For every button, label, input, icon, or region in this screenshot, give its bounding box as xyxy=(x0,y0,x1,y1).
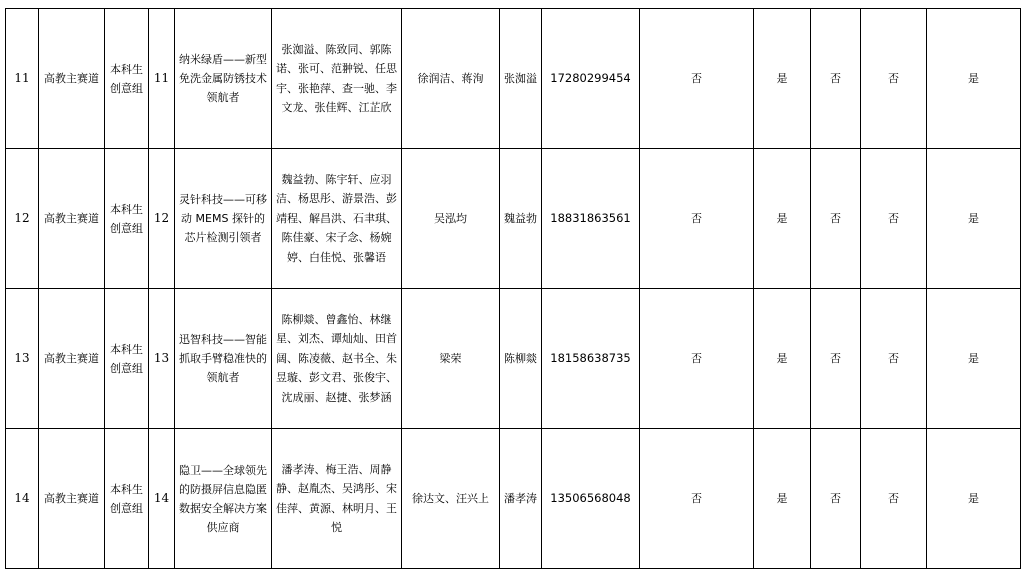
project-name-cell: 纳米绿盾——新型免洗金属防锈技术领航者 xyxy=(175,9,272,149)
table-row xyxy=(6,289,1021,429)
status-cell-5: 是 xyxy=(927,429,1021,569)
status-cell-2: 是 xyxy=(754,429,811,569)
leader-cell: 潘孝涛 xyxy=(500,429,542,569)
group-cell: 本科生创意组 xyxy=(105,9,149,149)
group-cell: 本科生创意组 xyxy=(105,429,149,569)
track-cell: 高教主赛道 xyxy=(39,289,105,429)
project-name-cell: 隐卫——全球领先的防摄屏信息隐匿数据安全解决方案供应商 xyxy=(175,429,272,569)
status-cell-5: 是 xyxy=(927,289,1021,429)
table-row xyxy=(6,9,1021,149)
seq-cell: 13 xyxy=(6,289,39,429)
status-cell-4: 否 xyxy=(861,149,927,289)
project-no-cell: 12 xyxy=(149,149,175,289)
status-cell-3: 否 xyxy=(811,429,861,569)
seq-cell: 14 xyxy=(6,429,39,569)
status-cell-4: 否 xyxy=(861,9,927,149)
group-cell: 本科生创意组 xyxy=(105,149,149,289)
status-cell-4: 否 xyxy=(861,429,927,569)
project-name-cell: 灵针科技——可移动 MEMS 探针的芯片检测引领者 xyxy=(175,149,272,289)
advisors-cell: 徐达文、汪兴上 xyxy=(402,429,500,569)
phone-cell: 18831863561 xyxy=(542,149,640,289)
phone-cell: 17280299454 xyxy=(542,9,640,149)
members-cell: 张洳溢、陈致同、郭陈诺、张可、范翀锐、任思宇、张艳萍、查一驰、李文龙、张佳辉、江芷欣 xyxy=(272,9,402,149)
project-name-cell: 迅智科技——智能抓取手臂稳准快的领航者 xyxy=(175,289,272,429)
results-table xyxy=(5,8,1021,569)
project-no-cell: 11 xyxy=(149,9,175,149)
leader-cell: 张洳溢 xyxy=(500,9,542,149)
members-cell: 潘孝涛、梅王浩、周静静、赵胤杰、吴鸿彤、宋佳萍、黄源、林明月、王悦 xyxy=(272,429,402,569)
track-cell: 高教主赛道 xyxy=(39,149,105,289)
seq-cell: 12 xyxy=(6,149,39,289)
status-cell-5: 是 xyxy=(927,149,1021,289)
project-no-cell: 14 xyxy=(149,429,175,569)
track-cell: 高教主赛道 xyxy=(39,9,105,149)
leader-cell: 陈柳燚 xyxy=(500,289,542,429)
status-cell-5: 是 xyxy=(927,9,1021,149)
status-cell-1: 否 xyxy=(640,429,754,569)
status-cell-3: 否 xyxy=(811,9,861,149)
status-cell-1: 否 xyxy=(640,149,754,289)
status-cell-2: 是 xyxy=(754,149,811,289)
status-cell-1: 否 xyxy=(640,9,754,149)
status-cell-3: 否 xyxy=(811,149,861,289)
status-cell-1: 否 xyxy=(640,289,754,429)
track-cell: 高教主赛道 xyxy=(39,429,105,569)
status-cell-2: 是 xyxy=(754,289,811,429)
seq-cell: 11 xyxy=(6,9,39,149)
status-cell-4: 否 xyxy=(861,289,927,429)
advisors-cell: 梁荣 xyxy=(402,289,500,429)
group-cell: 本科生创意组 xyxy=(105,289,149,429)
table-row xyxy=(6,429,1021,569)
status-cell-3: 否 xyxy=(811,289,861,429)
table-row xyxy=(6,149,1021,289)
project-no-cell: 13 xyxy=(149,289,175,429)
advisors-cell: 徐润洁、蒋洵 xyxy=(402,9,500,149)
leader-cell: 魏益勃 xyxy=(500,149,542,289)
phone-cell: 13506568048 xyxy=(542,429,640,569)
phone-cell: 18158638735 xyxy=(542,289,640,429)
members-cell: 陈柳燚、曾鑫怡、林继星、刘杰、谭灿灿、田首阔、陈凌薇、赵书全、朱昱璇、彭文君、张俊宇、沈成丽、赵捷、张梦涵 xyxy=(272,289,402,429)
advisors-cell: 吴泓均 xyxy=(402,149,500,289)
members-cell: 魏益勃、陈宇轩、应羽洁、杨思彤、游景浩、彭靖程、解昌洪、石聿琪、陈佳豪、宋子念、杨婉婷、白佳悦、张馨语 xyxy=(272,149,402,289)
status-cell-2: 是 xyxy=(754,9,811,149)
